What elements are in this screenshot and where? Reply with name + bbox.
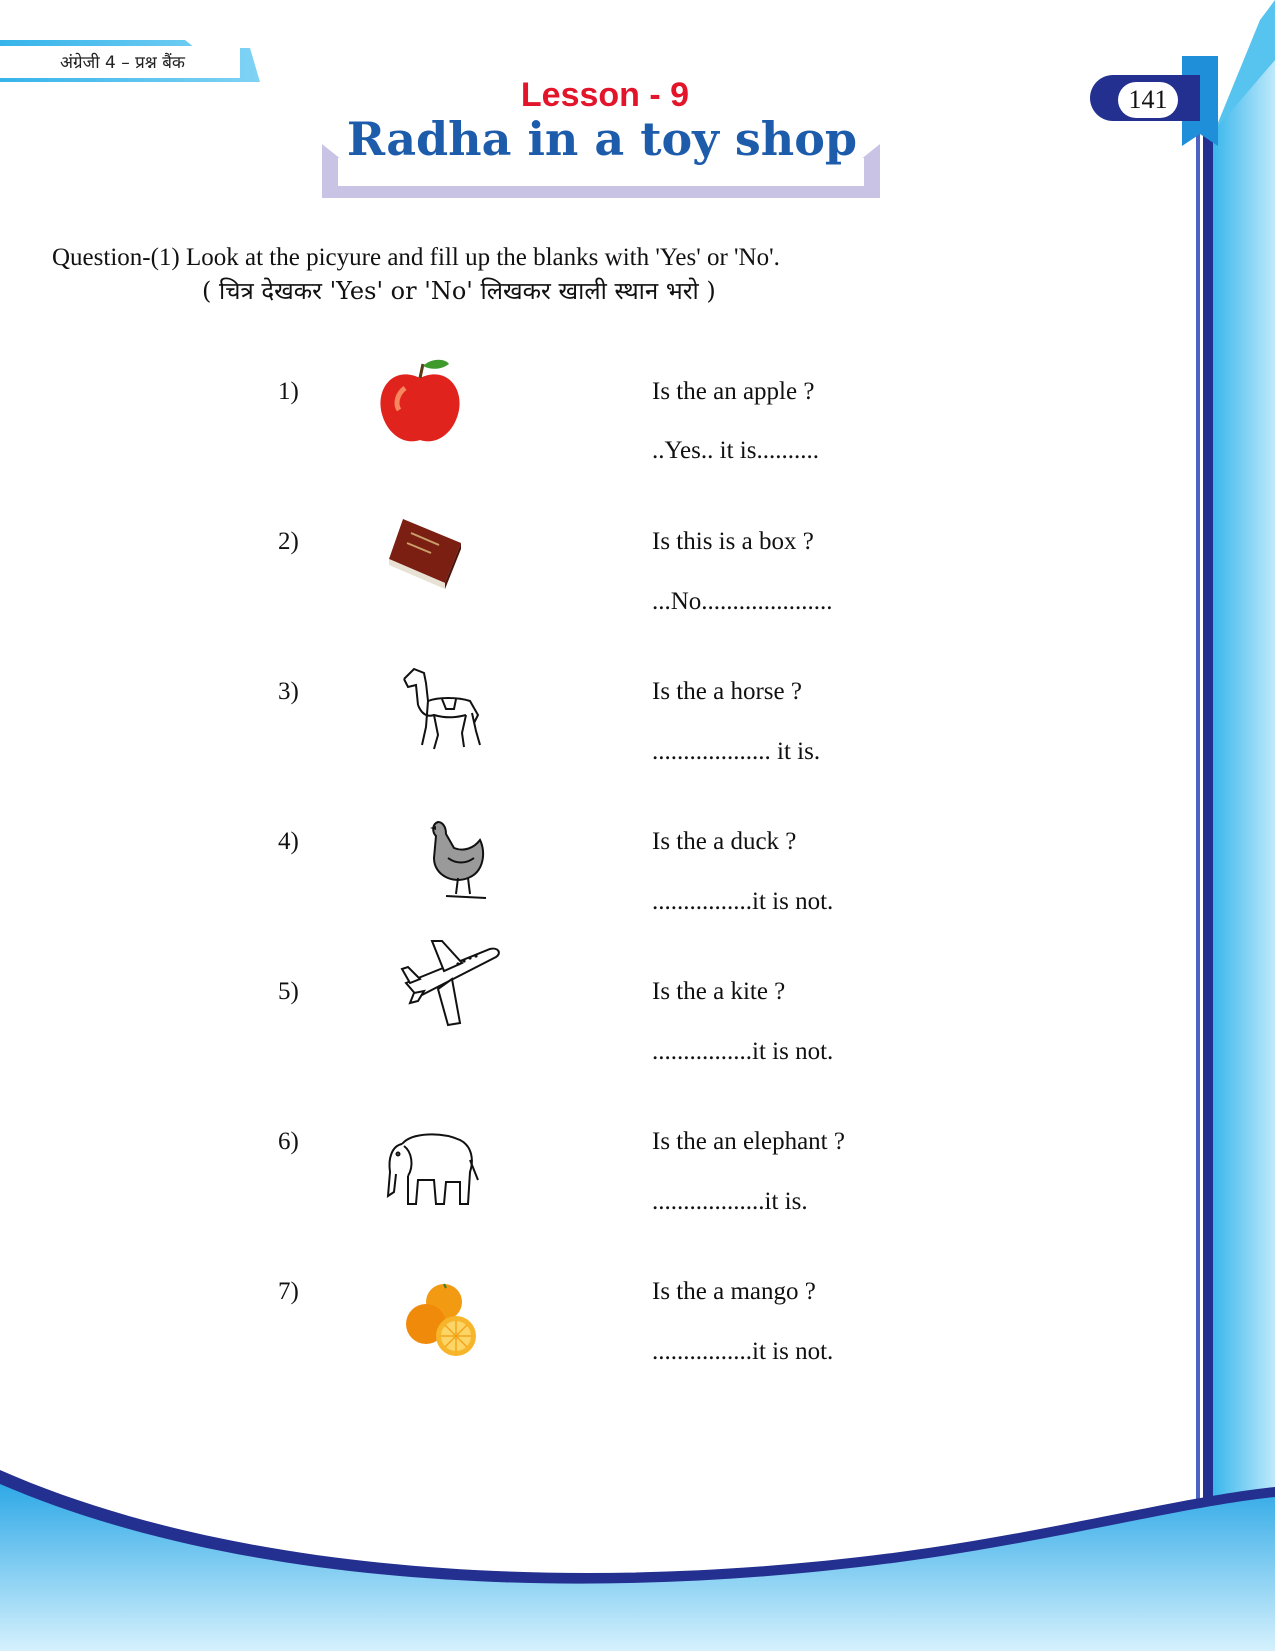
item-question: Is this is a box ?	[652, 528, 814, 555]
item-number: 4)	[278, 828, 299, 855]
item-answer: ...No.....................	[652, 588, 833, 615]
item-number: 6)	[278, 1128, 299, 1155]
lesson-title: Radha in a toy shop	[346, 112, 858, 166]
item-number: 7)	[278, 1278, 299, 1305]
oranges-icon	[404, 1280, 484, 1360]
item-question: Is the an apple ?	[652, 378, 815, 405]
item-number: 2)	[278, 528, 299, 555]
book-icon	[385, 515, 465, 590]
item-answer: ................it is not.	[652, 888, 834, 915]
item-question: Is the a duck ?	[652, 828, 797, 855]
item-answer: ................it is not.	[652, 1038, 834, 1065]
question-instruction-hindi: ( चित्र देखकर 'Yes' or 'No' लिखकर खाली स्थान भरो )	[202, 277, 716, 305]
item-number: 3)	[278, 678, 299, 705]
book-header-tag: अंग्रेजी 4 – प्रश्न बैंक	[60, 53, 185, 73]
lesson-number: Lesson - 9	[520, 76, 690, 114]
item-answer: ................... it is.	[652, 738, 821, 765]
item-number: 5)	[278, 978, 299, 1005]
aeroplane-icon	[398, 935, 504, 1033]
item-answer: ..Yes.. it is..........	[652, 437, 819, 464]
elephant-icon	[382, 1130, 482, 1208]
apple-icon	[375, 358, 465, 448]
item-answer: ..................it is.	[652, 1188, 808, 1215]
item-question: Is the a kite ?	[652, 978, 786, 1005]
horse-icon	[398, 665, 483, 753]
item-answer: ................it is not.	[652, 1338, 834, 1365]
item-question: Is the a horse ?	[652, 678, 802, 705]
item-number: 1)	[278, 378, 299, 405]
hen-icon	[424, 818, 494, 903]
question-instruction: Question-(1) Look at the picyure and fill up the blanks with 'Yes' or 'No'.	[52, 244, 780, 271]
item-question: Is the an elephant ?	[652, 1128, 845, 1155]
item-question: Is the a mango ?	[652, 1278, 816, 1305]
page-number: 141	[1118, 82, 1178, 118]
